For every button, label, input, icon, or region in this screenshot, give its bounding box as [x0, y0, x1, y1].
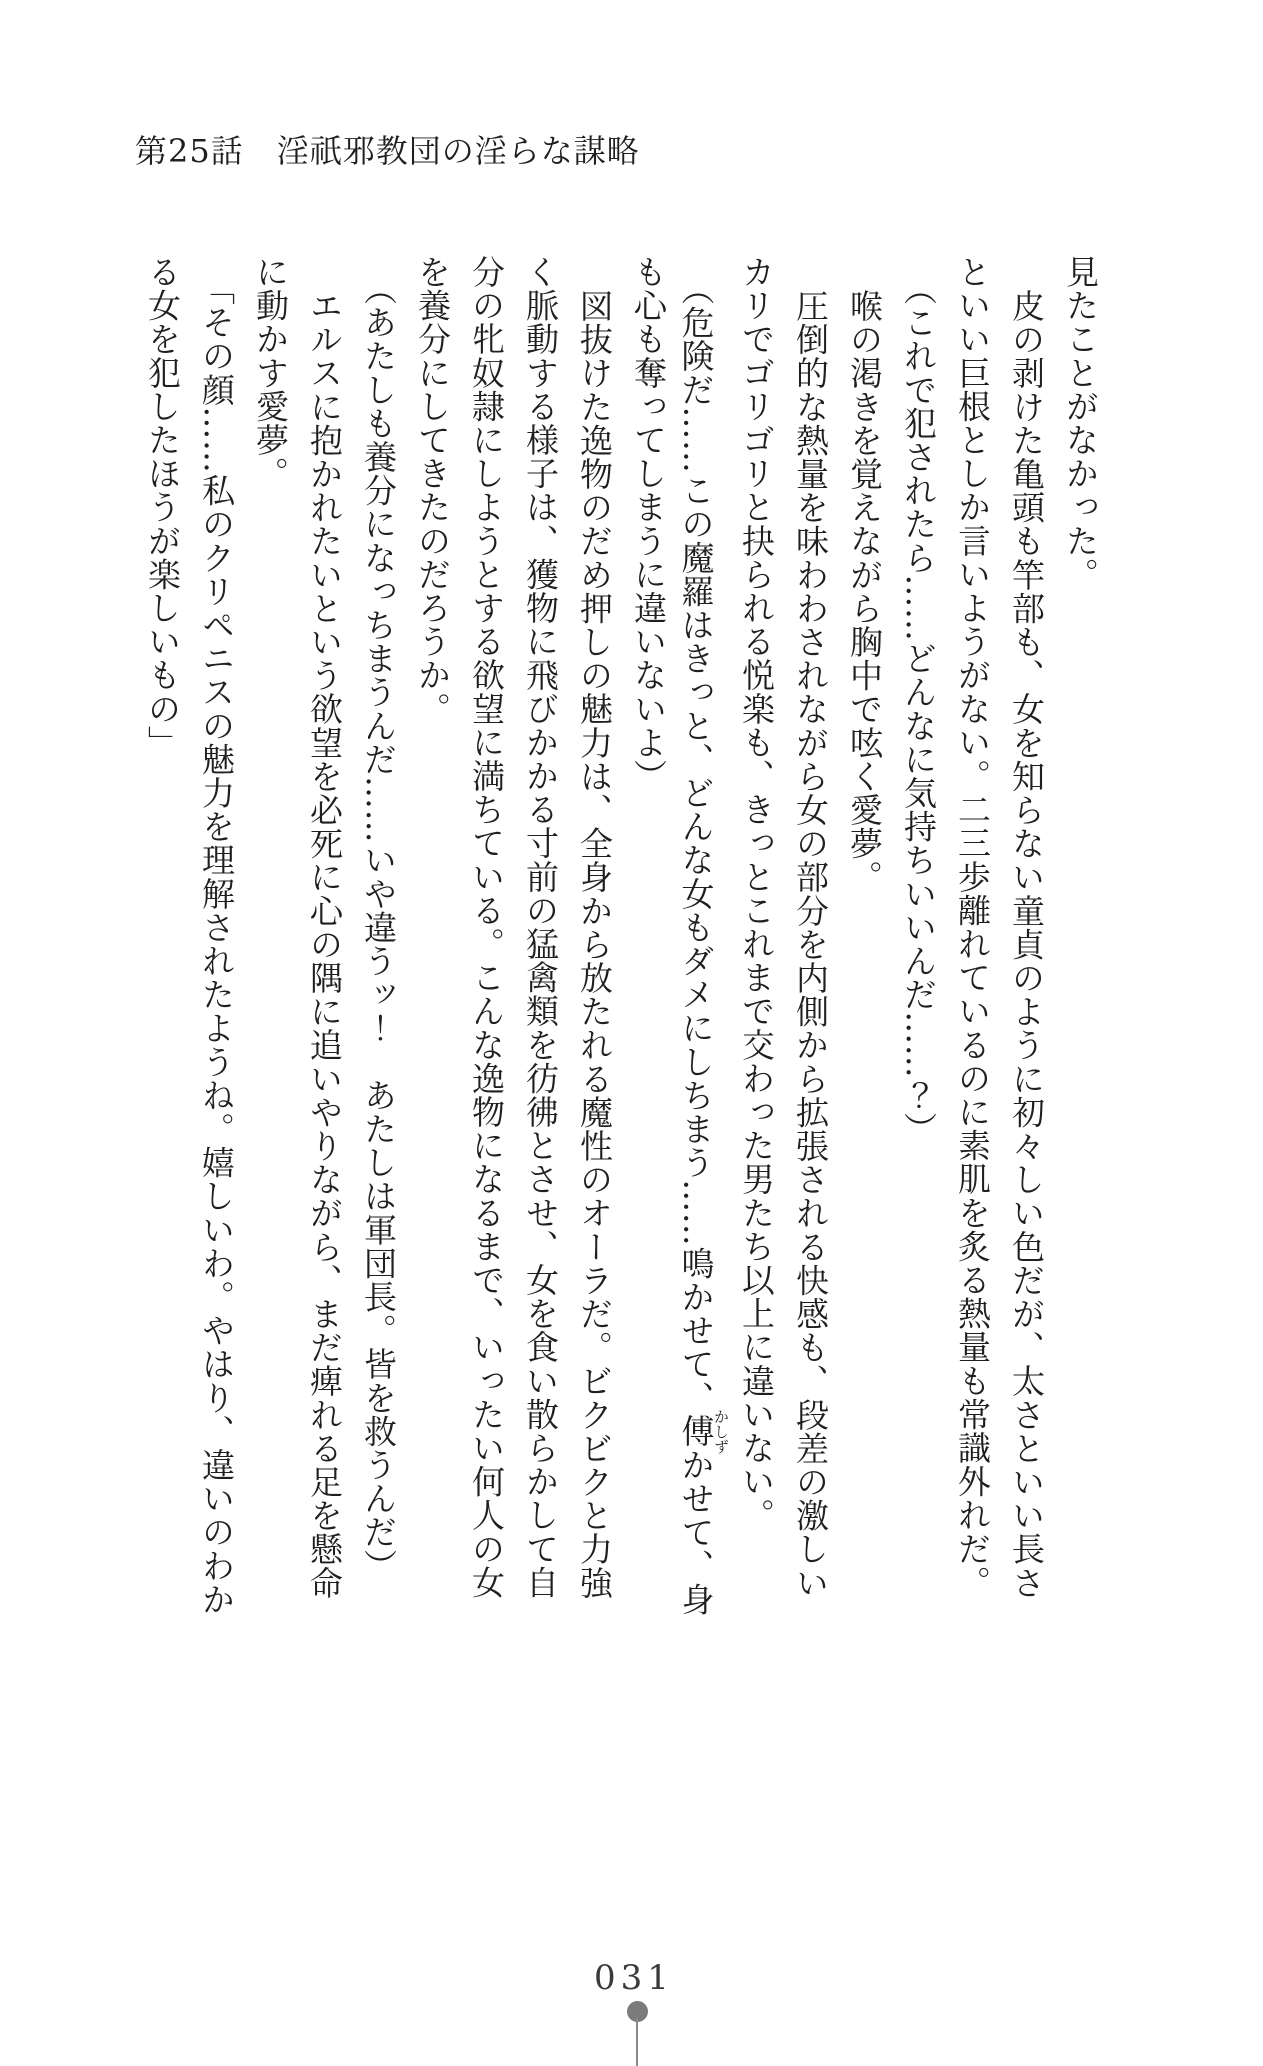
text-column: 分の牝奴隷にしようとする欲望に満ちている。こんな逸物になるまで、いったい何人の女	[467, 255, 506, 1599]
text-column: カリでゴリゴリと抉られる悦楽も、きっとこれまで交わった男たち以上に違いない。	[737, 255, 776, 1532]
text-column: に動かす愛夢。	[251, 255, 290, 491]
binding-mark-stem	[636, 2018, 638, 2066]
text-column: る女を犯したほうが楽しいもの」	[143, 255, 182, 759]
page-number: 031	[594, 1958, 674, 1998]
text-column: 図抜けた逸物のだめ押しの魅力は、全身から放たれる魔性のオーラだ。ビクビクと力強	[575, 289, 614, 1600]
text-segment: （危険だ……この魔羅はきっと、どんな女もダメにしちまう……鳴かせて、	[676, 272, 716, 1415]
text-column: といい巨根としか言いようがない。二三歩離れているのに素肌を炙る熱量も常識外れだ。	[953, 255, 992, 1599]
text-column: （これで犯されたら……どんなに気持ちいいんだ……？）	[899, 272, 938, 1146]
text-column: も心も奪ってしまうに違いないよ）	[629, 255, 668, 793]
furigana-ruby	[676, 1408, 730, 1454]
text-column: エルスに抱かれたいという欲望を必死に心の隅に追いやりながら、まだ痺れる足を懸命	[305, 289, 344, 1600]
body-text	[135, 255, 1107, 1617]
text-column: を養分にしてきたのだろうか。	[413, 255, 452, 726]
text-column: 皮の剥けた亀頭も竿部も、女を知らない童貞のように初々しい色だが、太さといい長さ	[1007, 289, 1046, 1600]
text-column: く脈動する様子は、獲物に飛びかかる寸前の猛禽類を彷彿とさせ、女を食い散らかして自	[521, 255, 560, 1599]
text-column: （あたしも養分になっちまうんだ……いや違うッ！ あたしは軍団長。皆を救うんだ）	[359, 272, 398, 1583]
text-column-with-furigana	[675, 255, 730, 1617]
furigana-text: かしず	[712, 1408, 730, 1454]
text-column: 「その顔……私のクリペニスの魅力を理解されたようね。嬉しいわ。やはり、違いのわか	[197, 272, 236, 1616]
text-column: 喉の渇きを覚えながら胸中で呟く愛夢。	[845, 289, 884, 894]
text-column: 圧倒的な熱量を味わわされながら女の部分を内側から拡張される快感も、段差の激しい	[791, 289, 830, 1600]
text-column: 見たことがなかった。	[1061, 255, 1100, 591]
text-segment: かせて、身	[676, 1448, 716, 1617]
chapter-header: 第25話 淫祇邪教団の淫らな謀略	[135, 132, 640, 170]
ruby-base: 傅	[676, 1408, 716, 1454]
